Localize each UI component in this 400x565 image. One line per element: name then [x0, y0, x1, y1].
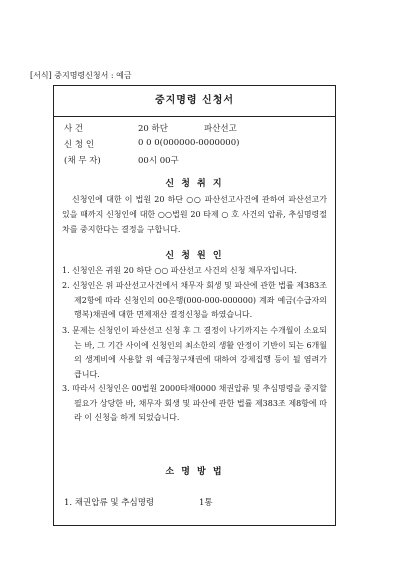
evidence-item-count: 1통: [199, 498, 213, 508]
debtor-value: 00시 00구: [138, 156, 179, 166]
case-number: 20 하단: [138, 124, 168, 134]
purpose-text: 신청인에 대한 이 법원 20 하단 ○○ 파산선고사건에 관하여 파산선고가 있을 때까지 신청인에 대한 ○○법원 20 타제 ○ 호 사건의 압류, 추심명령절차를 중지한다는 결정을 구합니다.: [62, 195, 327, 234]
reason-item-4: 3. 따라서 신청인은 00법원 2000타채0000 채권압류 및 추심명령을 중지할 필요가 상당한 바, 채무자 회생 및 파산에 관한 법률 제383조 제8항에 따라 이 신청을 하게 되었습니다.: [62, 384, 327, 422]
applicant-value: 0 0 0(000000-0000000): [138, 138, 240, 148]
debtor-label: (채 무 자): [64, 156, 101, 166]
case-type: 파산선고: [204, 124, 237, 134]
case-label: 사 건: [64, 124, 84, 134]
applicant-label: 신 청 인: [64, 140, 95, 150]
purpose-heading: 신 청 취 지: [165, 179, 224, 189]
form-caption: [서식] 중지명령신청서 : 예금: [30, 71, 132, 80]
form-title: 중지명령 신청서: [54, 86, 335, 117]
reason-item-3: 3. 문제는 신청인이 파산선고 신청 후 그 결정이 나기까지는 수개월이 소요되는 바, 그 기간 사이에 신청인의 최소한의 생활 안정이 기반이 되는 6개월의 생계비에 사용할 위 예금청구채권에 대하여 강제집행 등이 될 염려가 큽니다.: [62, 326, 327, 379]
reason-item-1: 1. 신청인은 귀원 20 하단 ○○ 파산선고 사건의 신청 채무자입니다.: [62, 266, 297, 275]
evidence-heading: 소 명 방 법: [165, 467, 224, 477]
application-form: [53, 85, 336, 526]
reason-item-2: 2. 신청인은 위 파산선고사건에서 채무자 회생 및 파산에 관한 법률 제383조 제2항에 따라 신청인의 00은행(000-000-000000) 계좌 예금(수급자의 행복)채권에 대한 면제재산 결정신청을 하였습니다.: [62, 281, 327, 319]
evidence-item-name: 1. 채권압류 및 추심명령: [64, 498, 155, 508]
reasons-heading: 신 청 원 인: [165, 251, 224, 261]
